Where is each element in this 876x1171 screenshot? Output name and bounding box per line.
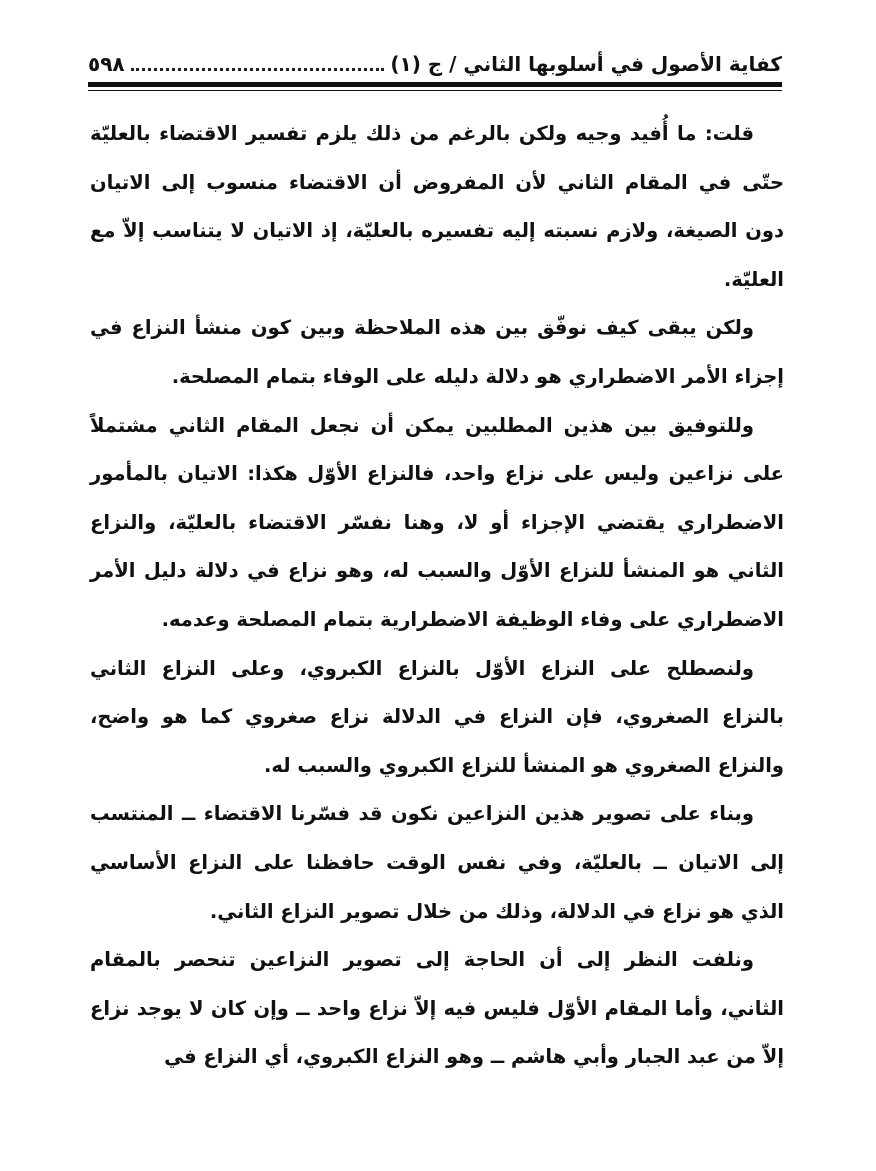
book-title: كفاية الأصول في أسلوبها الثاني / ج (١)	[390, 52, 782, 76]
header-rule-thick	[88, 82, 782, 87]
running-header	[88, 36, 782, 76]
paragraph-1: قلت: ما أُفيد وجيه ولكن بالرغم من ذلك يلزم تفسير الاقتضاء بالعليّة حتّى في المقام الثاني لأن المفروض أن الاقتضاء منسوب إلى الاتيان دون الصيغة، ولازم نسبته إليه تفسيره بالعليّة، إذ الاتيان لا يتناسب إلاّ مع العليّة.	[90, 122, 784, 291]
paragraph-4: ولنصطلح على النزاع الأوّل بالنزاع الكبروي، وعلى النزاع الثاني بالنزاع الصغروي، فإن النزاع في الدلالة نزاع صغروي كما هو واضح، والنزاع الصغروي هو المنشأ للنزاع الكبروي والسبب له.	[90, 656, 784, 777]
paragraph-6: ونلفت النظر إلى أن الحاجة إلى تصوير النزاعين تنحصر بالمقام الثاني، وأما المقام الأوّل فليس فيه إلاّ نزاع واحد ــ وإن كان لا يوجد نزاع إلاّ من عبد الجبار وأبي هاشم ــ وهو النزاع الكبروي، أي النزاع في	[90, 948, 784, 1069]
body-text	[90, 110, 784, 1082]
paragraph-2: ولكن يبقى كيف نوفّق بين هذه الملاحظة وبين كون منشأ النزاع في إجزاء الأمر الاضطراري هو دلالة دليله على الوفاء بتمام المصلحة.	[90, 316, 784, 388]
page-number: ٥٩٨	[88, 52, 125, 76]
header-rule-thin	[88, 90, 782, 91]
paragraph-5: وبناء على تصوير هذين النزاعين نكون قد فسّرنا الاقتضاء ــ المنتسب إلى الاتيان ــ بالعليّة، وفي نفس الوقت حافظنا على النزاع الأساسي الذي هو نزاع في الدلالة، وذلك من خلال تصوير النزاع الثاني.	[90, 802, 784, 923]
paragraph-3: وللتوفيق بين هذين المطلبين يمكن أن نجعل المقام الثاني مشتملاً على نزاعين وليس على نزاع واحد، فالنزاع الأوّل هكذا: الاتيان بالمأمور الاضطراري يقتضي الإجزاء أو لا، وهنا نفسّر الاقتضاء بالعليّة، والنزاع الثاني هو المنشأ للنزاع الأوّل والسبب له، وهو نزاع في دلالة دليل الأمر الاضطراري على وفاء الوظيفة الاضطرارية بتمام المصلحة وعدمه.	[90, 413, 784, 631]
leader-dots	[131, 68, 385, 71]
